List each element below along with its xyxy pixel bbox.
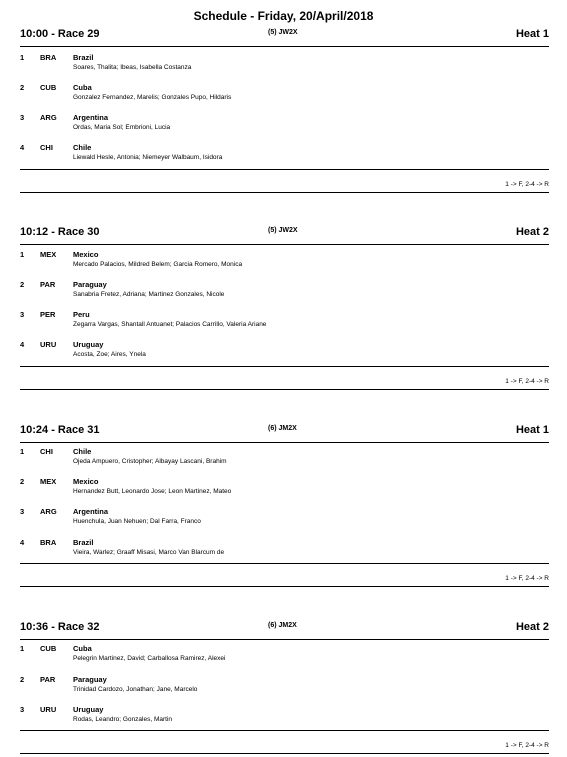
lane-number: 3 — [20, 310, 25, 319]
lane-row — [0, 644, 567, 672]
lane-number: 1 — [20, 53, 25, 62]
lane-row — [0, 675, 567, 703]
lane-row — [0, 447, 567, 475]
crew-names: Rodas, Leandro; Gonzales, Martin — [73, 716, 172, 723]
country-code: ARG — [40, 113, 57, 122]
lane-row — [0, 250, 567, 278]
race-footer — [20, 730, 549, 754]
country-code: CUB — [40, 83, 57, 92]
lane-number: 4 — [20, 340, 25, 349]
country-code: BRA — [40, 538, 57, 547]
crew-names: Soares, Thalita; Ibeas, Isabella Costanza — [73, 64, 192, 71]
country-name: Brazil — [73, 538, 94, 547]
lane-number: 1 — [20, 644, 25, 653]
lane-number: 2 — [20, 83, 25, 92]
race-boat-class: (5) JW2X — [268, 227, 298, 234]
crew-names: Liewald Hesle, Antonia; Niemeyer Walbaum, Isidora — [73, 154, 223, 161]
country-name: Cuba — [73, 644, 92, 653]
country-name: Chile — [73, 143, 92, 152]
crew-names: Sanabria Fretez, Adriana; Martinez Gonzales, Nicole — [73, 291, 225, 298]
lane-row — [0, 507, 567, 535]
progression-rule: 1 -> F, 2-4 -> R — [505, 742, 549, 749]
race-header — [20, 28, 549, 47]
lane-row — [0, 538, 567, 566]
race-boat-class: (5) JW2X — [268, 29, 298, 36]
progression-rule: 1 -> F, 2-4 -> R — [505, 181, 549, 188]
country-code: PER — [40, 310, 56, 319]
crew-names: Vieira, Warlez; Graaff Misasi, Marco Van Blarcum de — [73, 549, 225, 556]
country-name: Uruguay — [73, 705, 104, 714]
crew-names: Huenchula, Juan Nehuen; Dal Farra, Franco — [73, 518, 201, 525]
country-name: Mexico — [73, 477, 99, 486]
lane-number: 4 — [20, 143, 25, 152]
country-code: CUB — [40, 644, 57, 653]
lane-number: 2 — [20, 675, 25, 684]
page-title: Schedule - Friday, 20/April/2018 — [193, 9, 374, 23]
country-name: Paraguay — [73, 675, 107, 684]
country-code: MEX — [40, 477, 57, 486]
country-code: MEX — [40, 250, 57, 259]
lane-number: 3 — [20, 507, 25, 516]
crew-names: Acosta, Zoe; Aires, Ynela — [73, 351, 146, 358]
country-name: Brazil — [73, 53, 94, 62]
crew-names: Trinidad Cardozo, Jonathan; Jane, Marcelo — [73, 686, 198, 693]
race-header — [20, 226, 549, 245]
country-code: URU — [40, 340, 57, 349]
crew-names: Gonzalez Fernandez, Marelis; Gonzales Pupo, Hildaris — [73, 94, 232, 101]
crew-names: Ojeda Ampuero, Cristopher; Albayay Lascani, Brahim — [73, 458, 227, 465]
race-name: 10:36 - Race 32 — [20, 621, 100, 633]
country-name: Cuba — [73, 83, 92, 92]
race-boat-class: (6) JM2X — [268, 622, 297, 629]
lane-row — [0, 83, 567, 111]
race-footer — [20, 563, 549, 587]
race-name: 10:24 - Race 31 — [20, 424, 100, 436]
country-name: Chile — [73, 447, 92, 456]
lane-number: 2 — [20, 477, 25, 486]
race-footer — [20, 366, 549, 390]
country-name: Mexico — [73, 250, 99, 259]
crew-names: Mercado Palacios, Mildred Belem; Garcia Romero, Monica — [73, 261, 243, 268]
lane-number: 2 — [20, 280, 25, 289]
country-code: PAR — [40, 280, 56, 289]
crew-names: Hernandez Butt, Leonardo Jose; Leon Martinez, Mateo — [73, 488, 232, 495]
crew-names: Pelegrin Martinez, David; Carballosa Ramirez, Alexei — [73, 655, 226, 662]
lane-row — [0, 477, 567, 505]
lane-row — [0, 280, 567, 308]
lane-number: 3 — [20, 113, 25, 122]
lane-number: 4 — [20, 538, 25, 547]
race-name: 10:00 - Race 29 — [20, 28, 100, 40]
country-name: Peru — [73, 310, 90, 319]
country-name: Paraguay — [73, 280, 107, 289]
race-header — [20, 621, 549, 640]
race-heat: Heat 1 — [515, 424, 549, 436]
race-heat: Heat 2 — [515, 621, 549, 633]
crew-names: Ordas, Maria Sol; Embrioni, Lucia — [73, 124, 171, 131]
race-boat-class: (6) JM2X — [268, 425, 297, 432]
race-heat: Heat 1 — [515, 28, 549, 40]
lane-row — [0, 53, 567, 81]
country-code: URU — [40, 705, 57, 714]
race-header — [20, 424, 549, 443]
country-name: Uruguay — [73, 340, 104, 349]
crew-names: Zegarra Vargas, Shantall Antuanet; Palacios Carrillo, Valeria Ariane — [73, 321, 267, 328]
lane-row — [0, 340, 567, 368]
lane-number: 1 — [20, 447, 25, 456]
country-code: CHI — [40, 143, 53, 152]
lane-row — [0, 310, 567, 338]
lane-number: 3 — [20, 705, 25, 714]
country-name: Argentina — [73, 507, 109, 516]
race-footer — [20, 169, 549, 193]
lane-row — [0, 143, 567, 171]
race-heat: Heat 2 — [515, 226, 549, 238]
progression-rule: 1 -> F, 2-4 -> R — [505, 575, 549, 582]
country-code: CHI — [40, 447, 53, 456]
country-code: PAR — [40, 675, 56, 684]
lane-row — [0, 705, 567, 733]
country-name: Argentina — [73, 113, 109, 122]
country-code: BRA — [40, 53, 57, 62]
lane-row — [0, 113, 567, 141]
race-name: 10:12 - Race 30 — [20, 226, 100, 238]
progression-rule: 1 -> F, 2-4 -> R — [505, 378, 549, 385]
country-code: ARG — [40, 507, 57, 516]
lane-number: 1 — [20, 250, 25, 259]
